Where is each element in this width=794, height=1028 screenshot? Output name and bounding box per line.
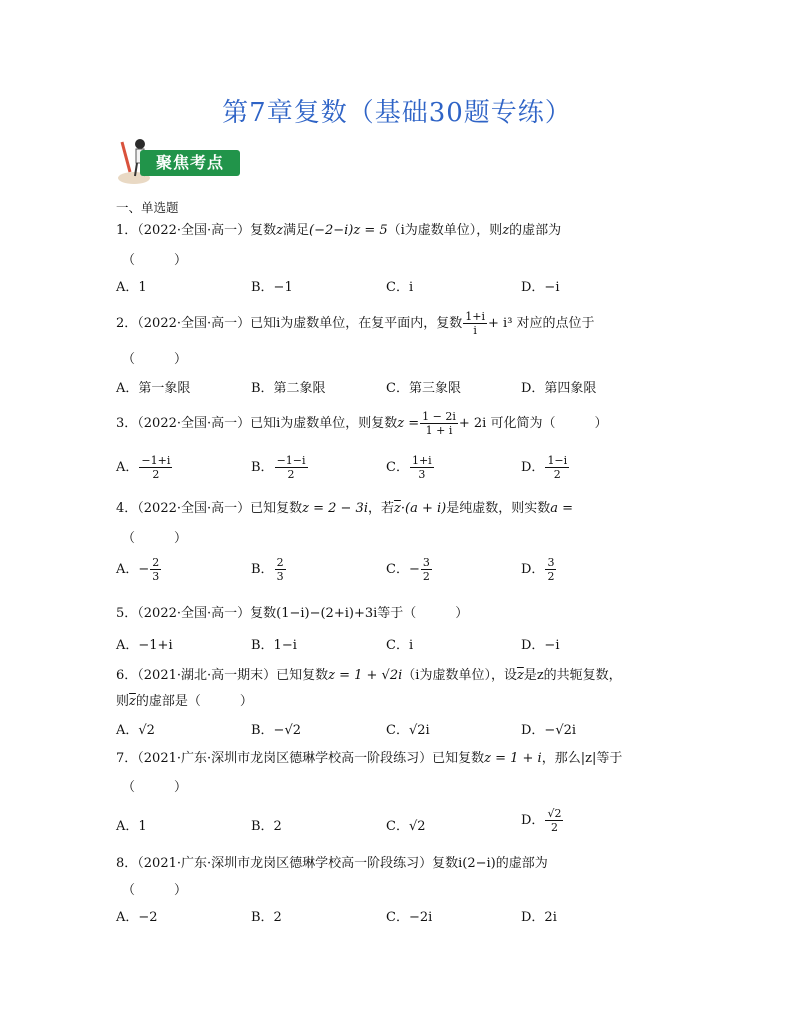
q3-option-b-label: B． (251, 460, 274, 475)
q3-option-d[interactable] (521, 454, 570, 481)
question-1-var: z (276, 223, 283, 238)
q4-option-a-den: 3 (152, 570, 160, 583)
question-5-tail: 等于（ ） (377, 606, 469, 621)
question-5 (116, 602, 468, 621)
question-5-formula: (1−i)−(2+i)+3i (276, 606, 378, 621)
question-6-tail2: 是z的共轭复数， (523, 668, 622, 683)
question-7 (116, 747, 622, 766)
q3-option-b-fraction (275, 454, 308, 481)
question-2 (116, 310, 595, 337)
question-2-numerator: 1+i (465, 310, 486, 323)
question-4 (116, 497, 573, 516)
q1-option-a[interactable]: A．1 (116, 280, 147, 295)
q4-option-d-label: D． (521, 562, 545, 577)
q7-option-d[interactable] (521, 807, 564, 834)
q2-option-d[interactable]: D．第四象限 (521, 381, 597, 396)
question-4-zbar: $\overline{z}$ (394, 501, 401, 516)
q5-option-d[interactable]: D．−i (521, 638, 560, 653)
question-4-formula: z = 2 − 3i (302, 501, 368, 516)
q1-option-d[interactable]: D．−i (521, 280, 560, 295)
q1-option-b[interactable]: B．−1 (251, 280, 293, 295)
question-6-line2 (116, 690, 253, 709)
focus-badge (116, 132, 246, 186)
question-2-fraction (463, 310, 487, 337)
q3-option-a-label: A． (116, 460, 139, 475)
q3-option-c-den: 3 (418, 468, 426, 481)
q3-option-b[interactable] (251, 454, 309, 481)
q4-option-c-den: 2 (422, 570, 430, 583)
q6-option-a[interactable]: A．√2 (116, 723, 155, 738)
question-6-line2-zbar: $\overline{z}$ (129, 694, 136, 709)
question-8-tail: 的虚部为 (495, 856, 548, 871)
question-6-formula: z = 1 + √2i (328, 668, 403, 683)
q8-option-d[interactable]: D．2i (521, 910, 557, 925)
q2-option-b[interactable]: B．第二象限 (251, 381, 326, 396)
q5-option-c[interactable]: C．i (386, 638, 414, 653)
q3-option-d-fraction (545, 454, 569, 481)
q5-option-a[interactable]: A．−1+i (116, 638, 173, 653)
q4-option-c[interactable] (386, 556, 433, 583)
question-4-tail-var: a = (550, 501, 574, 516)
question-6-tail: （i为虚数单位），设 (402, 668, 517, 683)
q7-option-d-fraction (545, 807, 563, 834)
q7-option-d-den: 2 (550, 821, 558, 834)
question-4-blank: （ ） (122, 531, 188, 546)
q4-option-c-num: 3 (422, 556, 430, 569)
q6-option-b[interactable]: B．−√2 (251, 723, 302, 738)
q7-option-c[interactable]: C．√2 (386, 819, 426, 834)
question-7-formula: z = 1 + i (484, 751, 542, 766)
q4-option-a-fraction (150, 556, 161, 583)
q3-option-c[interactable] (386, 454, 435, 481)
q3-option-a-num: −1+i (141, 454, 171, 467)
question-6 (116, 664, 622, 683)
question-6-line2-lead: 则 (116, 694, 130, 709)
question-1-lead: 1．（2022·全国·高一）复数 (116, 223, 277, 238)
question-6-zbar: $\overline{z}$ (516, 668, 524, 683)
question-1-formula: (−2−i)z = 5 (309, 223, 388, 238)
question-1-tail1: （i为虚数单位），则 (387, 223, 503, 238)
q4-option-d-num: 3 (547, 556, 555, 569)
focus-badge-label: 聚焦考点 (140, 150, 240, 176)
q4-option-b[interactable] (251, 556, 287, 583)
q3-option-d-label: D． (521, 460, 545, 475)
q3-option-a-fraction (139, 454, 172, 481)
q5-option-b[interactable]: B．1−i (251, 638, 297, 653)
question-3-zeq: z = (397, 416, 420, 431)
question-8-blank: （ ） (122, 883, 188, 898)
q8-option-b[interactable]: B．2 (251, 910, 282, 925)
q7-option-a[interactable]: A．1 (116, 819, 147, 834)
question-2-denominator: i (473, 324, 477, 337)
q3-option-c-label: C． (386, 460, 409, 475)
question-4-expr: ·(a + i) (400, 501, 447, 516)
question-7-blank: （ ） (122, 780, 188, 795)
question-2-lead: 2．（2022·全国·高一）已知i为虚数单位，在复平面内，复数 (116, 316, 463, 331)
q6-option-d[interactable]: D．−√2i (521, 723, 577, 738)
q7-option-d-num: √2 (547, 807, 562, 820)
question-8-lead: 8．（2021·广东·深圳市龙岗区德琳学校高一阶段练习）复数 (116, 856, 459, 871)
question-4-tail: 是纯虚数，则实数 (446, 501, 551, 516)
q7-option-b[interactable]: B．2 (251, 819, 282, 834)
q3-option-d-den: 2 (553, 468, 561, 481)
q6-option-c[interactable]: C．√2i (386, 723, 430, 738)
question-4-mid: ，若 (368, 501, 395, 516)
q4-option-b-label: B． (251, 562, 274, 577)
question-3-denominator: 1 + i (425, 424, 453, 437)
question-5-lead: 5．（2022·全国·高一）复数 (116, 606, 277, 621)
question-2-blank: （ ） (122, 352, 188, 367)
q7-option-d-label: D． (521, 813, 545, 828)
q3-option-c-fraction (410, 454, 434, 481)
question-2-tail: + i³ 对应的点位于 (488, 316, 595, 331)
question-1-tail2: 的虚部为 (509, 223, 562, 238)
q4-option-a-label: A．− (116, 562, 150, 577)
question-1-mid: 满足 (282, 223, 309, 238)
question-1-blank: （ ） (122, 253, 188, 268)
question-3-tail: + 2i 可化简为（ ） (458, 416, 608, 431)
question-1 (116, 219, 561, 238)
q4-option-b-den: 3 (276, 570, 284, 583)
q4-option-b-num: 2 (276, 556, 284, 569)
q4-option-d[interactable] (521, 556, 557, 583)
question-1-var2: z (502, 223, 510, 238)
question-3-fraction (420, 410, 458, 437)
question-7-tail: ，那么|z|等于 (541, 751, 623, 766)
question-3 (116, 410, 607, 437)
q4-option-c-label: C．− (386, 562, 420, 577)
q8-option-c[interactable]: C．−2i (386, 910, 433, 925)
question-6-line2-tail: 的虚部是（ ） (135, 694, 253, 709)
q4-option-d-fraction (545, 556, 556, 583)
q1-option-c[interactable]: C．i (386, 280, 414, 295)
q4-option-a-num: 2 (152, 556, 160, 569)
q3-option-a[interactable] (116, 454, 173, 481)
page-title: 第7章复数（基础30题专练） (222, 98, 572, 128)
q2-option-a[interactable]: A．第一象限 (116, 381, 191, 396)
q3-option-d-num: 1−i (547, 454, 568, 467)
q3-option-a-den: 2 (152, 468, 160, 481)
q3-option-b-num: −1−i (276, 454, 306, 467)
q4-option-c-fraction (421, 556, 432, 583)
question-3-lead: 3．（2022·全国·高一）已知i为虚数单位，则复数 (116, 416, 398, 431)
question-7-lead: 7．（2021·广东·深圳市龙岗区德琳学校高一阶段练习）已知复数 (116, 751, 485, 766)
question-6-lead: 6．（2021·湖北·高一期末）已知复数 (116, 668, 329, 683)
question-8-formula: i(2−i) (458, 856, 496, 871)
q3-option-c-num: 1+i (411, 454, 432, 467)
q4-option-d-den: 2 (547, 570, 555, 583)
q4-option-a[interactable] (116, 556, 162, 583)
section-heading: 一、单选题 (116, 200, 179, 215)
question-4-lead: 4．（2022·全国·高一）已知复数 (116, 501, 303, 516)
q8-option-a[interactable]: A．−2 (116, 910, 158, 925)
question-8 (116, 852, 548, 871)
q3-option-b-den: 2 (287, 468, 295, 481)
q4-option-b-fraction (275, 556, 286, 583)
q2-option-c[interactable]: C．第三象限 (386, 381, 461, 396)
question-3-numerator: 1 − 2i (422, 410, 456, 423)
